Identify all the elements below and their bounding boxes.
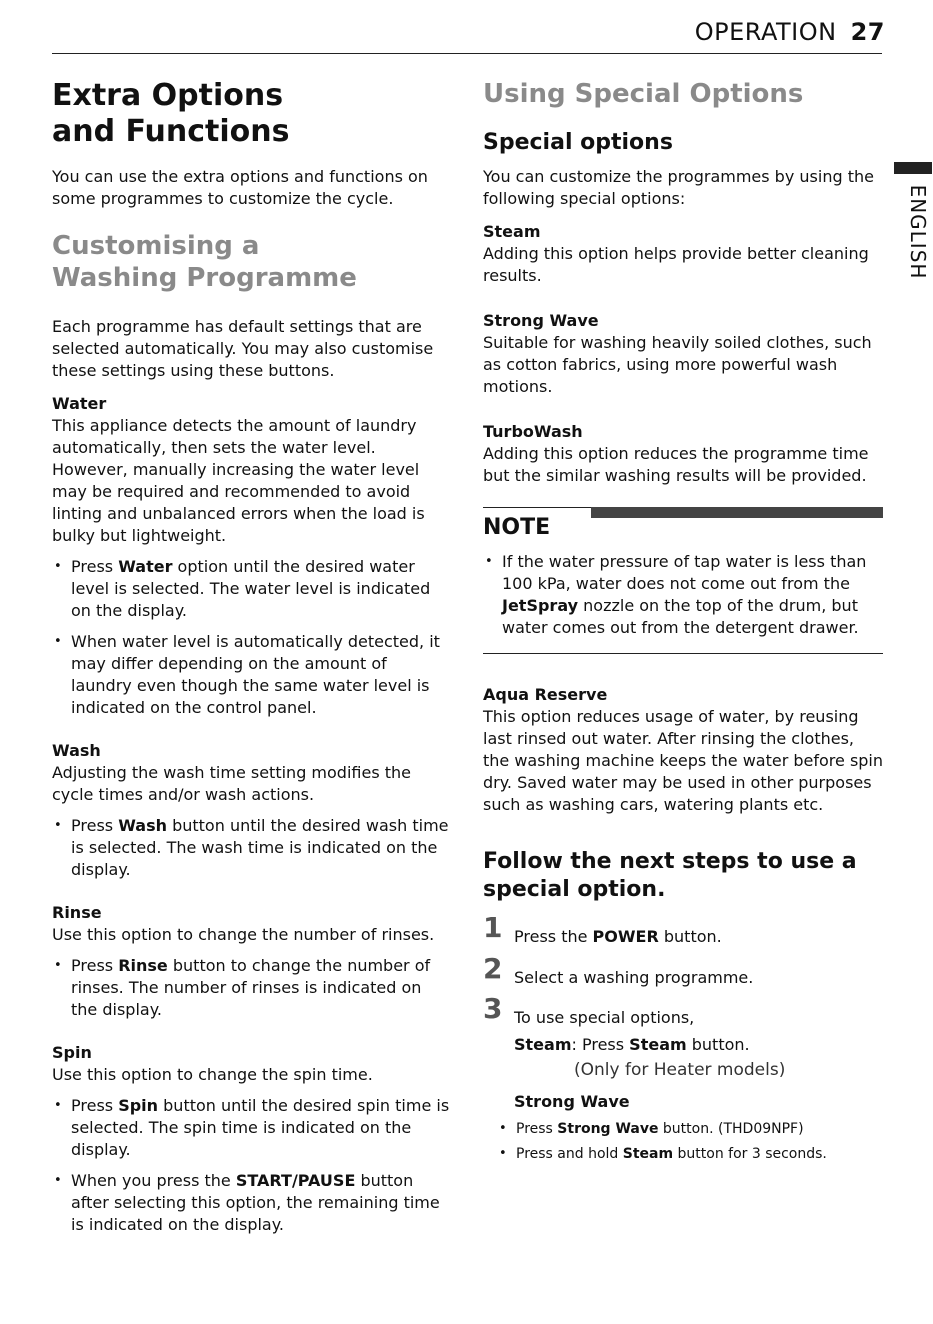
note-box-header — [483, 507, 883, 541]
page-number: 27 — [850, 18, 885, 46]
page-header — [695, 18, 885, 46]
spin-bullets — [52, 1095, 452, 1236]
note-bullet: • If the water pressure of tap water is less than 100 kPa, water does not come out from the JetSpray nozzle on the top of the drum, but water comes out from the detergent drawer. — [483, 551, 883, 639]
rinse-bullet-1: • Press Rinse button to change the number of rinses. The number of rinses is indicated on the display. — [52, 955, 452, 1021]
water-bullet-1: • Press Water option until the desired water level is selected. The water level is indicated on the display. — [52, 556, 452, 622]
steam-instruction: Steam: Press Steam button. — [514, 1035, 750, 1054]
note-label: NOTE — [483, 515, 551, 540]
wash-heading: Wash — [52, 741, 101, 760]
step-2: 2 Select a washing programme. — [483, 952, 754, 987]
strong-wave-step-1: • Press Strong Wave button. (THD09NPF) — [497, 1119, 885, 1139]
aqua-reserve-heading: Aqua Reserve — [483, 685, 608, 704]
side-tab-language: ENGLISH — [906, 184, 930, 280]
header-divider — [52, 53, 882, 54]
intro-text: You can use the extra options and functions on some programmes to customize the cycle. — [52, 167, 428, 208]
customising-intro: Each programme has default settings that are selected automatically. You may also customise these settings using these buttons. — [52, 317, 434, 380]
page-title: Extra Options and Functions — [52, 78, 290, 149]
step-2-number: 2 — [483, 952, 503, 985]
left-column — [52, 78, 452, 1236]
steam-text: Adding this option helps provide better cleaning results. — [483, 244, 869, 285]
strong-wave-label: Strong Wave — [514, 1092, 630, 1111]
rinse-heading: Rinse — [52, 903, 102, 922]
steam-heading: Steam — [483, 222, 541, 241]
side-tab-marker — [894, 162, 932, 174]
step-3-number: 3 — [483, 992, 503, 1025]
water-heading: Water — [52, 394, 107, 413]
wash-text: Adjusting the wash time setting modifies the cycle times and/or wash actions. — [52, 763, 412, 804]
water-bullets — [52, 556, 452, 719]
note-bar — [591, 507, 883, 518]
turbowash-heading: TurboWash — [483, 422, 583, 441]
strong-wave-heading: Strong Wave — [483, 311, 599, 330]
spin-bullet-1: • Press Spin button until the desired spin time is selected. The spin time is indicated on the display. — [52, 1095, 452, 1161]
steps-heading: Follow the next steps to use a special option. — [483, 849, 857, 902]
special-intro: You can customize the programmes by using the following special options: — [483, 167, 874, 208]
section-heading-special: Using Special Options — [483, 79, 804, 109]
right-column — [483, 78, 885, 1164]
spin-bullet-2: • When you press the START/PAUSE button after selecting this option, the remaining time is indicated on the display. — [52, 1170, 452, 1236]
note-rule — [483, 507, 591, 508]
water-text: This appliance detects the amount of laundry automatically, then sets the water level. However, manually increasing the water level may be required and recommended to avoid linting and unbalanced errors when the load is bulky but lightweight. — [52, 416, 425, 545]
step-1-number: 1 — [483, 911, 503, 944]
spin-heading: Spin — [52, 1043, 92, 1062]
strong-wave-text: Suitable for washing heavily soiled clothes, such as cotton fabrics, using more powerful wash motions. — [483, 333, 872, 396]
rinse-bullets — [52, 955, 452, 1021]
section-heading-customising: Customising a Washing Programme — [52, 231, 357, 293]
note-bullets — [483, 551, 883, 639]
step-3: 3 To use special options, Steam: Press Steam button. (Only for Heater models) Strong Wave — [483, 1007, 885, 1113]
heater-note: (Only for Heater models) — [574, 1060, 786, 1080]
strong-wave-steps — [497, 1119, 885, 1164]
rinse-text: Use this option to change the number of rinses. — [52, 925, 435, 944]
wash-bullet-1: • Press Wash button until the desired wash time is selected. The wash time is indicated on the display. — [52, 815, 452, 881]
turbowash-text: Adding this option reduces the programme time but the similar washing results will be provided. — [483, 444, 869, 485]
wash-bullets — [52, 815, 452, 881]
strong-wave-step-2: • Press and hold Steam button for 3 seconds. — [497, 1144, 885, 1164]
special-options-heading: Special options — [483, 130, 673, 155]
step-1: 1 Press the POWER button. — [483, 911, 722, 946]
section-title: OPERATION — [694, 18, 837, 46]
spin-text: Use this option to change the spin time. — [52, 1065, 373, 1084]
note-end-rule — [483, 653, 883, 654]
aqua-reserve-text: This option reduces usage of water, by reusing last rinsed out water. After rinsing the clothes, the washing machine keeps the water before spin dry. Saved water may be used in other purposes such as washing cars, watering plants etc. — [483, 707, 884, 814]
water-bullet-2: • When water level is automatically detected, it may differ depending on the amount of laundry even though the same water level is indicated on the control panel. — [52, 631, 452, 719]
